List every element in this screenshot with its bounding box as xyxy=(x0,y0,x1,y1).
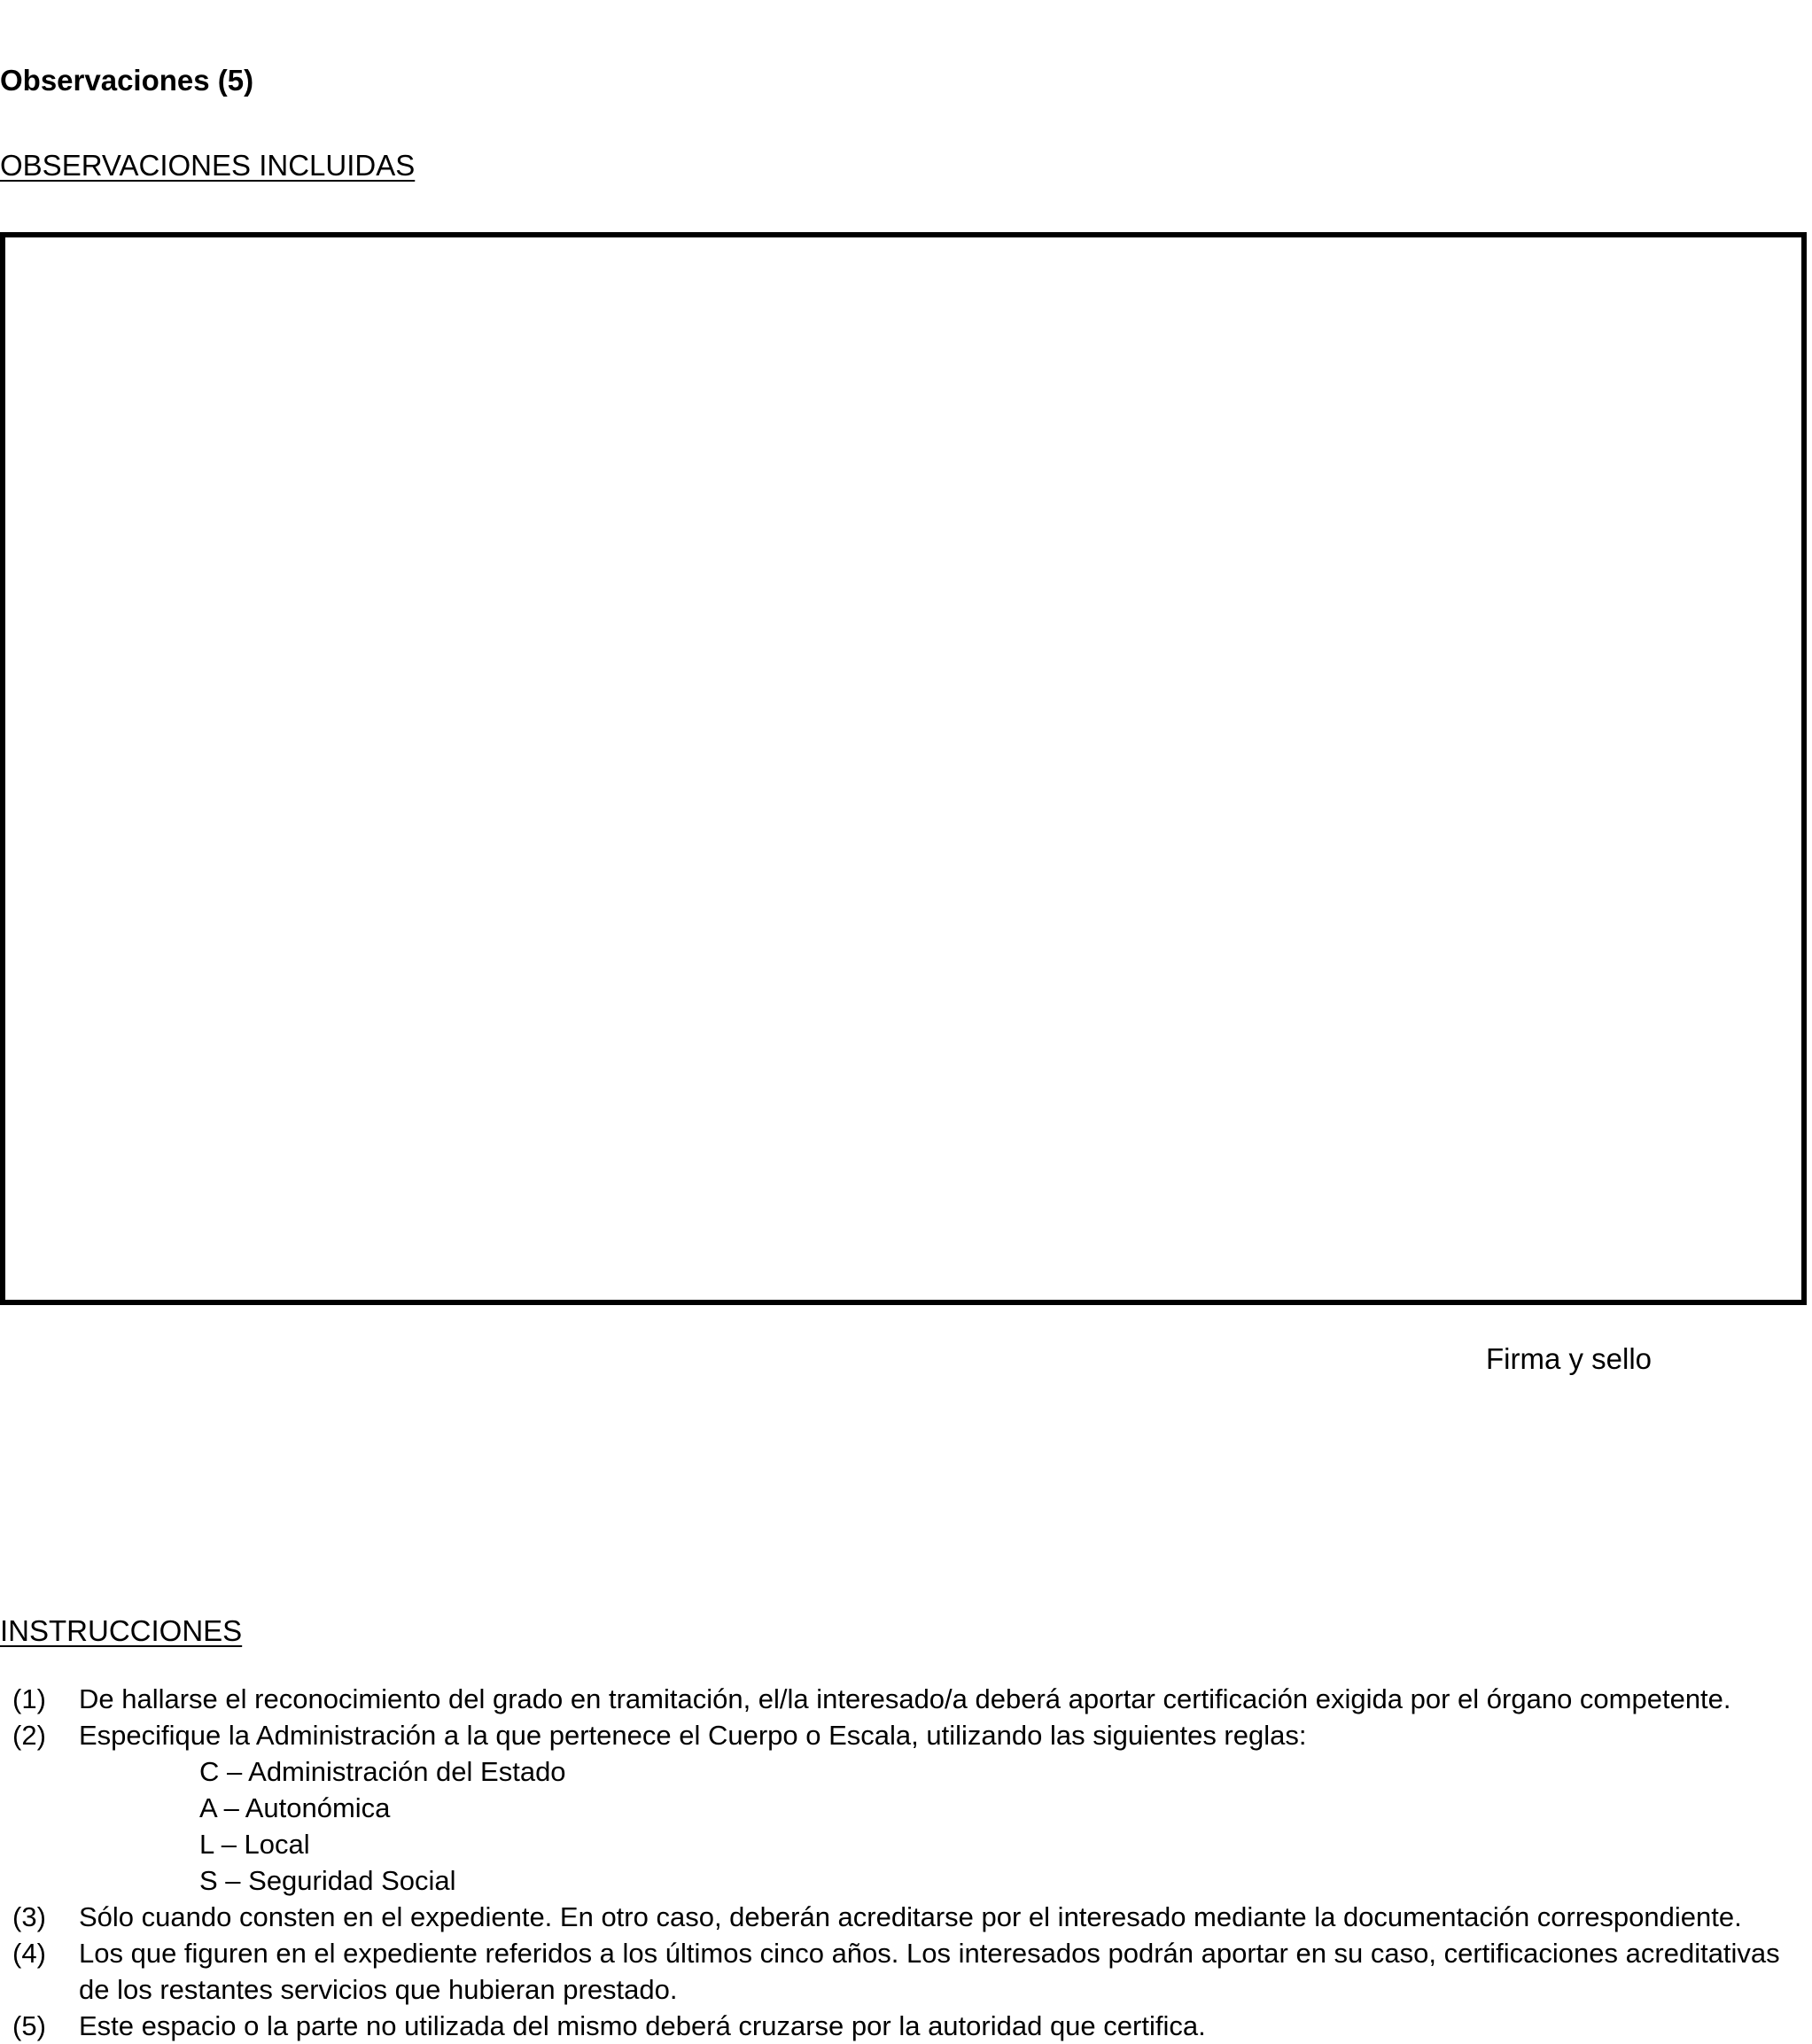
administration-rule: A – Autonómica xyxy=(199,1792,391,1823)
instruction-number: (2) xyxy=(12,1720,46,1751)
instruction-number: (3) xyxy=(12,1901,46,1932)
instruction-text: Este espacio o la parte no utilizada del mismo deberá cruzarse por la autoridad que certifica. xyxy=(79,2010,1206,2041)
instruction-text: Sólo cuando consten en el expediente. En otro caso, deberán acreditarse por el interesado mediante la documentación correspondiente. xyxy=(79,1901,1742,1932)
observations-heading: Observaciones (5) xyxy=(0,64,254,97)
observations-subheading: OBSERVACIONES INCLUIDAS xyxy=(0,149,416,182)
instruction-text: Especifique la Administración a la que pertenece el Cuerpo o Escala, utilizando las siguientes reglas: xyxy=(79,1720,1307,1751)
signature-label: Firma y sello xyxy=(1486,1342,1653,1375)
administration-rule: S – Seguridad Social xyxy=(199,1865,456,1896)
instruction-number: (1) xyxy=(12,1683,46,1714)
administration-rule: C – Administración del Estado xyxy=(199,1756,566,1787)
administration-rule: L – Local xyxy=(199,1829,310,1860)
instruction-number: (4) xyxy=(12,1938,46,1969)
instructions-heading: INSTRUCCIONES xyxy=(0,1614,243,1647)
instruction-text: de los restantes servicios que hubieran prestado. xyxy=(79,1974,678,2005)
instruction-text: De hallarse el reconocimiento del grado en tramitación, el/la interesado/a deberá aportar certificación exigida por el órgano competente. xyxy=(79,1683,1731,1714)
observations-box xyxy=(0,232,1807,1305)
instruction-text: Los que figuren en el expediente referidos a los últimos cinco años. Los interesados podrán aportar en su caso, certificaciones acreditativas xyxy=(79,1938,1780,1969)
instruction-number: (5) xyxy=(12,2010,46,2041)
